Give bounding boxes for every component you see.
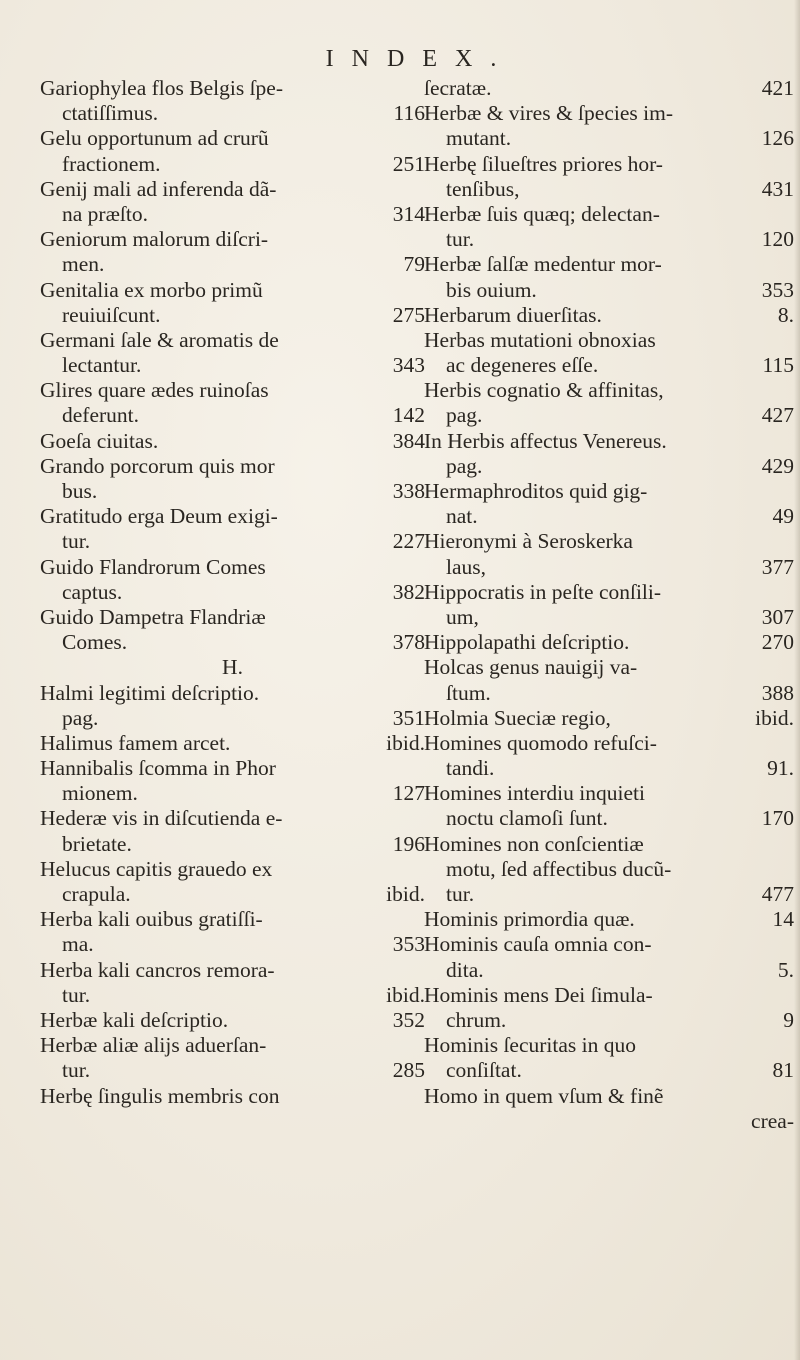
- index-line: [40, 353, 425, 378]
- index-line: [40, 177, 425, 202]
- page-number: 353: [761, 277, 794, 302]
- entry-text: Grando porcorum quis mor: [40, 453, 275, 478]
- page-number: 91.: [767, 756, 794, 781]
- index-line: [40, 882, 425, 907]
- page-number: 343: [392, 353, 425, 378]
- entry-text: Hippocratis in peſte conſili-: [424, 579, 662, 604]
- page-number: 14: [772, 907, 794, 932]
- index-line: [40, 806, 425, 831]
- entry-text: um,: [446, 604, 479, 629]
- index-line: [424, 806, 794, 831]
- index-line: [40, 429, 425, 454]
- index-line: [424, 832, 794, 857]
- entry-text: ac degeneres eſſe.: [446, 353, 599, 378]
- page-number: 127: [392, 781, 425, 806]
- entry-text: tur.: [446, 882, 475, 906]
- index-line: [424, 781, 794, 806]
- entry-text: Halimus famem arcet.: [40, 730, 231, 755]
- page-number: 429: [761, 453, 794, 478]
- entry-text: chrum.: [446, 1007, 507, 1032]
- entry-text: Comes.: [62, 630, 128, 655]
- index-line: [424, 1008, 794, 1033]
- entry-text: Herbis cognatio & affinitas,: [424, 378, 664, 403]
- entry-text: Herbarum diuerſitas.: [424, 302, 602, 327]
- index-line: [40, 706, 425, 731]
- entry-text: pag.: [446, 453, 483, 478]
- entry-text: dita.: [446, 957, 484, 982]
- index-line: [40, 1008, 425, 1033]
- entry-text: Hippolapathi deſcriptio.: [424, 630, 630, 655]
- index-line: [424, 479, 794, 504]
- page-number: 79: [403, 252, 425, 277]
- index-line: [424, 126, 794, 151]
- page-number: 353: [392, 932, 425, 957]
- index-line: [40, 278, 425, 303]
- entry-text: tenſibus,: [446, 176, 520, 201]
- index-line: [40, 555, 425, 580]
- entry-text: Hannibalis ſcomma in Phor: [40, 756, 276, 781]
- entry-text: Genij mali ad inferenda dã-: [40, 176, 277, 201]
- page-number: 384: [392, 428, 425, 453]
- index-line: [424, 706, 794, 731]
- index-line: [424, 932, 794, 957]
- section-letter: [40, 655, 425, 680]
- index-line: [424, 303, 794, 328]
- index-line: [424, 1084, 794, 1109]
- index-line: [40, 303, 425, 328]
- page-number: 9: [783, 1007, 794, 1032]
- index-line: [424, 681, 794, 706]
- entry-text: ctatiſſimus.: [62, 101, 159, 126]
- page-number: 251: [392, 151, 425, 176]
- page-number: 126: [761, 126, 794, 151]
- page-edge-shadow: [794, 0, 800, 1360]
- index-line: [40, 1058, 425, 1083]
- page-number: 170: [761, 806, 794, 831]
- entry-text: Glires quare ædes ruinoſas: [40, 378, 269, 403]
- entry-text: na præſto.: [62, 201, 148, 226]
- entry-text: Herba kali cancros remora-: [40, 957, 275, 982]
- entry-text: Herbæ & vires & ſpecies im-: [424, 101, 673, 126]
- index-line: [424, 907, 794, 932]
- entry-text: Herbę ſilueſtres priores hor-: [424, 151, 663, 176]
- page-number: 382: [392, 579, 425, 604]
- page-number: 388: [761, 680, 794, 705]
- index-line: [40, 630, 425, 655]
- page-number: 8.: [777, 302, 794, 327]
- entry-text: ſecratæ.: [424, 76, 492, 100]
- index-line: [40, 101, 425, 126]
- index-line: [40, 857, 425, 882]
- entry-text: Guido Dampetra Flandriæ: [40, 604, 266, 629]
- entry-text: conſiſtat.: [446, 1058, 522, 1083]
- page-number: 352: [392, 1007, 425, 1032]
- page-number: 431: [761, 176, 794, 201]
- page-number: ibid.: [386, 882, 425, 906]
- entry-text: tur.: [62, 982, 91, 1007]
- page-number: 275: [392, 302, 425, 327]
- index-line: [40, 832, 425, 857]
- index-line: [40, 152, 425, 177]
- index-line: [40, 1033, 425, 1058]
- page-number: 116: [393, 101, 425, 126]
- index-line: [424, 227, 794, 252]
- index-line: [424, 1109, 794, 1134]
- entry-text: Gelu opportunum ad crurũ: [40, 126, 269, 151]
- index-line: [40, 681, 425, 706]
- entry-text: Homo in quem vſum & finẽ: [424, 1083, 664, 1108]
- index-line: [424, 731, 794, 756]
- index-line: [424, 152, 794, 177]
- entry-text: deferunt.: [62, 403, 140, 428]
- entry-text: fractionem.: [62, 151, 161, 176]
- page-number: ibid.: [386, 730, 425, 755]
- index-line: [40, 605, 425, 630]
- entry-text: Herbæ kali deſcriptio.: [40, 1007, 229, 1032]
- index-line: [424, 555, 794, 580]
- entry-text: Herbæ ſuis quæq; delectan-: [424, 201, 660, 226]
- index-line: [424, 958, 794, 983]
- index-line: [424, 882, 794, 907]
- index-line: [424, 278, 794, 303]
- entry-text: Hieronymi à Seroskerka: [424, 529, 633, 554]
- index-line: [424, 429, 794, 454]
- page-number: 285: [392, 1058, 425, 1083]
- index-line: [40, 781, 425, 806]
- page-number: 196: [392, 831, 425, 856]
- entry-text: noctu clamoſi ſunt.: [446, 806, 608, 831]
- page-number: 351: [392, 705, 425, 730]
- entry-text: bus.: [62, 479, 98, 503]
- page-header: INDEX.: [325, 46, 515, 72]
- index-line: [424, 403, 794, 428]
- entry-text: Homines quomodo refuſci-: [424, 730, 657, 755]
- index-line: [40, 958, 425, 983]
- entry-text: nat.: [446, 504, 478, 529]
- entry-text: Geniorum malorum diſcri-: [40, 227, 269, 252]
- page-number: ibid.: [755, 705, 794, 730]
- entry-text: tur.: [446, 227, 475, 252]
- index-line: [424, 101, 794, 126]
- page-number: 81: [772, 1058, 794, 1083]
- page-number: 115: [762, 353, 794, 378]
- entry-text: Germani ſale & aromatis de: [40, 327, 279, 352]
- entry-text: Holcas genus nauigij va-: [424, 655, 638, 680]
- index-line: [40, 454, 425, 479]
- index-line: [424, 983, 794, 1008]
- entry-text: Herbæ ſalſæ medentur mor-: [424, 252, 662, 277]
- index-line: [424, 655, 794, 680]
- index-line: [424, 202, 794, 227]
- entry-text: pag.: [62, 705, 99, 730]
- index-line: [40, 504, 425, 529]
- entry-text: tur.: [62, 1058, 91, 1083]
- entry-text: crapula.: [62, 882, 131, 906]
- entry-text: ma.: [62, 932, 94, 957]
- page-number: 421: [761, 76, 794, 100]
- index-line: [40, 932, 425, 957]
- entry-text: Homines non conſcientiæ: [424, 831, 644, 856]
- page-number: 307: [761, 604, 794, 629]
- page-number: 314: [392, 201, 425, 226]
- entry-text: ſtum.: [446, 680, 491, 705]
- index-line: [424, 1033, 794, 1058]
- index-line: [40, 907, 425, 932]
- entry-text: In Herbis affectus Venereus.: [424, 428, 667, 453]
- index-line: [40, 328, 425, 353]
- entry-text: Herbę ſingulis membris con: [40, 1083, 280, 1108]
- page-number: 120: [761, 227, 794, 252]
- entry-text: mionem.: [62, 781, 138, 806]
- index-line: [424, 504, 794, 529]
- entry-text: Guido Flandrorum Comes: [40, 554, 266, 579]
- index-line: [40, 378, 425, 403]
- entry-text: Helucus capitis grauedo ex: [40, 856, 273, 881]
- entry-text: Holmia Sueciæ regio,: [424, 705, 611, 730]
- page-number: ibid.: [386, 982, 425, 1007]
- page-number: 49: [772, 504, 794, 529]
- index-line: [424, 857, 794, 882]
- index-column-left: [40, 76, 425, 1109]
- index-line: [40, 1084, 425, 1109]
- index-line: [40, 731, 425, 756]
- entry-text: H.: [222, 655, 243, 680]
- entry-text: Genitalia ex morbo primũ: [40, 277, 263, 302]
- entry-text: bis ouium.: [446, 277, 537, 302]
- index-line: [424, 353, 794, 378]
- index-line: [40, 983, 425, 1008]
- entry-text: Hominis mens Dei ſimula-: [424, 982, 653, 1007]
- index-line: [40, 479, 425, 504]
- entry-text: Herbæ aliæ alijs aduerſan-: [40, 1033, 267, 1058]
- entry-text: Homines interdiu inquieti: [424, 781, 645, 806]
- index-line: [424, 454, 794, 479]
- index-line: [40, 252, 425, 277]
- index-line: [40, 756, 425, 781]
- index-line: [40, 529, 425, 554]
- index-line: [424, 378, 794, 403]
- index-line: [40, 227, 425, 252]
- entry-text: Goeſa ciuitas.: [40, 428, 159, 453]
- page-number: 427: [761, 403, 794, 428]
- entry-text: Hominis primordia quæ.: [424, 907, 635, 932]
- entry-text: motu, ſed affectibus ducũ-: [446, 856, 672, 881]
- entry-text: laus,: [446, 554, 487, 579]
- index-line: [424, 630, 794, 655]
- entry-text: Hominis ſecuritas in quo: [424, 1033, 636, 1058]
- page-number: 270: [761, 630, 794, 655]
- index-line: [424, 605, 794, 630]
- entry-text: tandi.: [446, 756, 495, 781]
- index-line: [424, 580, 794, 605]
- index-line: [40, 76, 425, 101]
- entry-text: reuiuiſcunt.: [62, 302, 161, 327]
- index-line: [40, 403, 425, 428]
- entry-text: crea-: [751, 1108, 794, 1133]
- page-number: 142: [392, 403, 425, 428]
- entry-text: tur.: [62, 529, 91, 554]
- entry-text: Gariophylea flos Belgis ſpe-: [40, 76, 284, 100]
- entry-text: Hominis cauſa omnia con-: [424, 932, 652, 957]
- index-line: [424, 1058, 794, 1083]
- index-line: [424, 756, 794, 781]
- index-line: [424, 529, 794, 554]
- index-line: [40, 126, 425, 151]
- entry-text: captus.: [62, 579, 123, 604]
- entry-text: Gratitudo erga Deum exigi-: [40, 504, 278, 529]
- entry-text: men.: [62, 252, 105, 277]
- page-number: 378: [392, 630, 425, 655]
- entry-text: Halmi legitimi deſcriptio.: [40, 680, 260, 705]
- index-line: [424, 252, 794, 277]
- entry-text: brietate.: [62, 831, 132, 856]
- index-line: [40, 202, 425, 227]
- entry-text: Hermaphroditos quid gig-: [424, 479, 648, 503]
- page-number: 377: [761, 554, 794, 579]
- page-number: 5.: [777, 957, 794, 982]
- index-column-right: [424, 76, 794, 1134]
- index-line: [424, 76, 794, 101]
- entry-text: pag.: [446, 403, 483, 428]
- index-line: [40, 580, 425, 605]
- page-number: 477: [761, 882, 794, 906]
- entry-text: lectantur.: [62, 353, 142, 378]
- entry-text: Herbas mutationi obnoxias: [424, 327, 656, 352]
- page-number: 338: [392, 479, 425, 503]
- entry-text: mutant.: [446, 126, 512, 151]
- page-number: 227: [392, 529, 425, 554]
- entry-text: Hederæ vis in diſcutienda e-: [40, 806, 283, 831]
- index-line: [424, 328, 794, 353]
- index-line: [424, 177, 794, 202]
- entry-text: Herba kali ouibus gratiſſi-: [40, 907, 263, 932]
